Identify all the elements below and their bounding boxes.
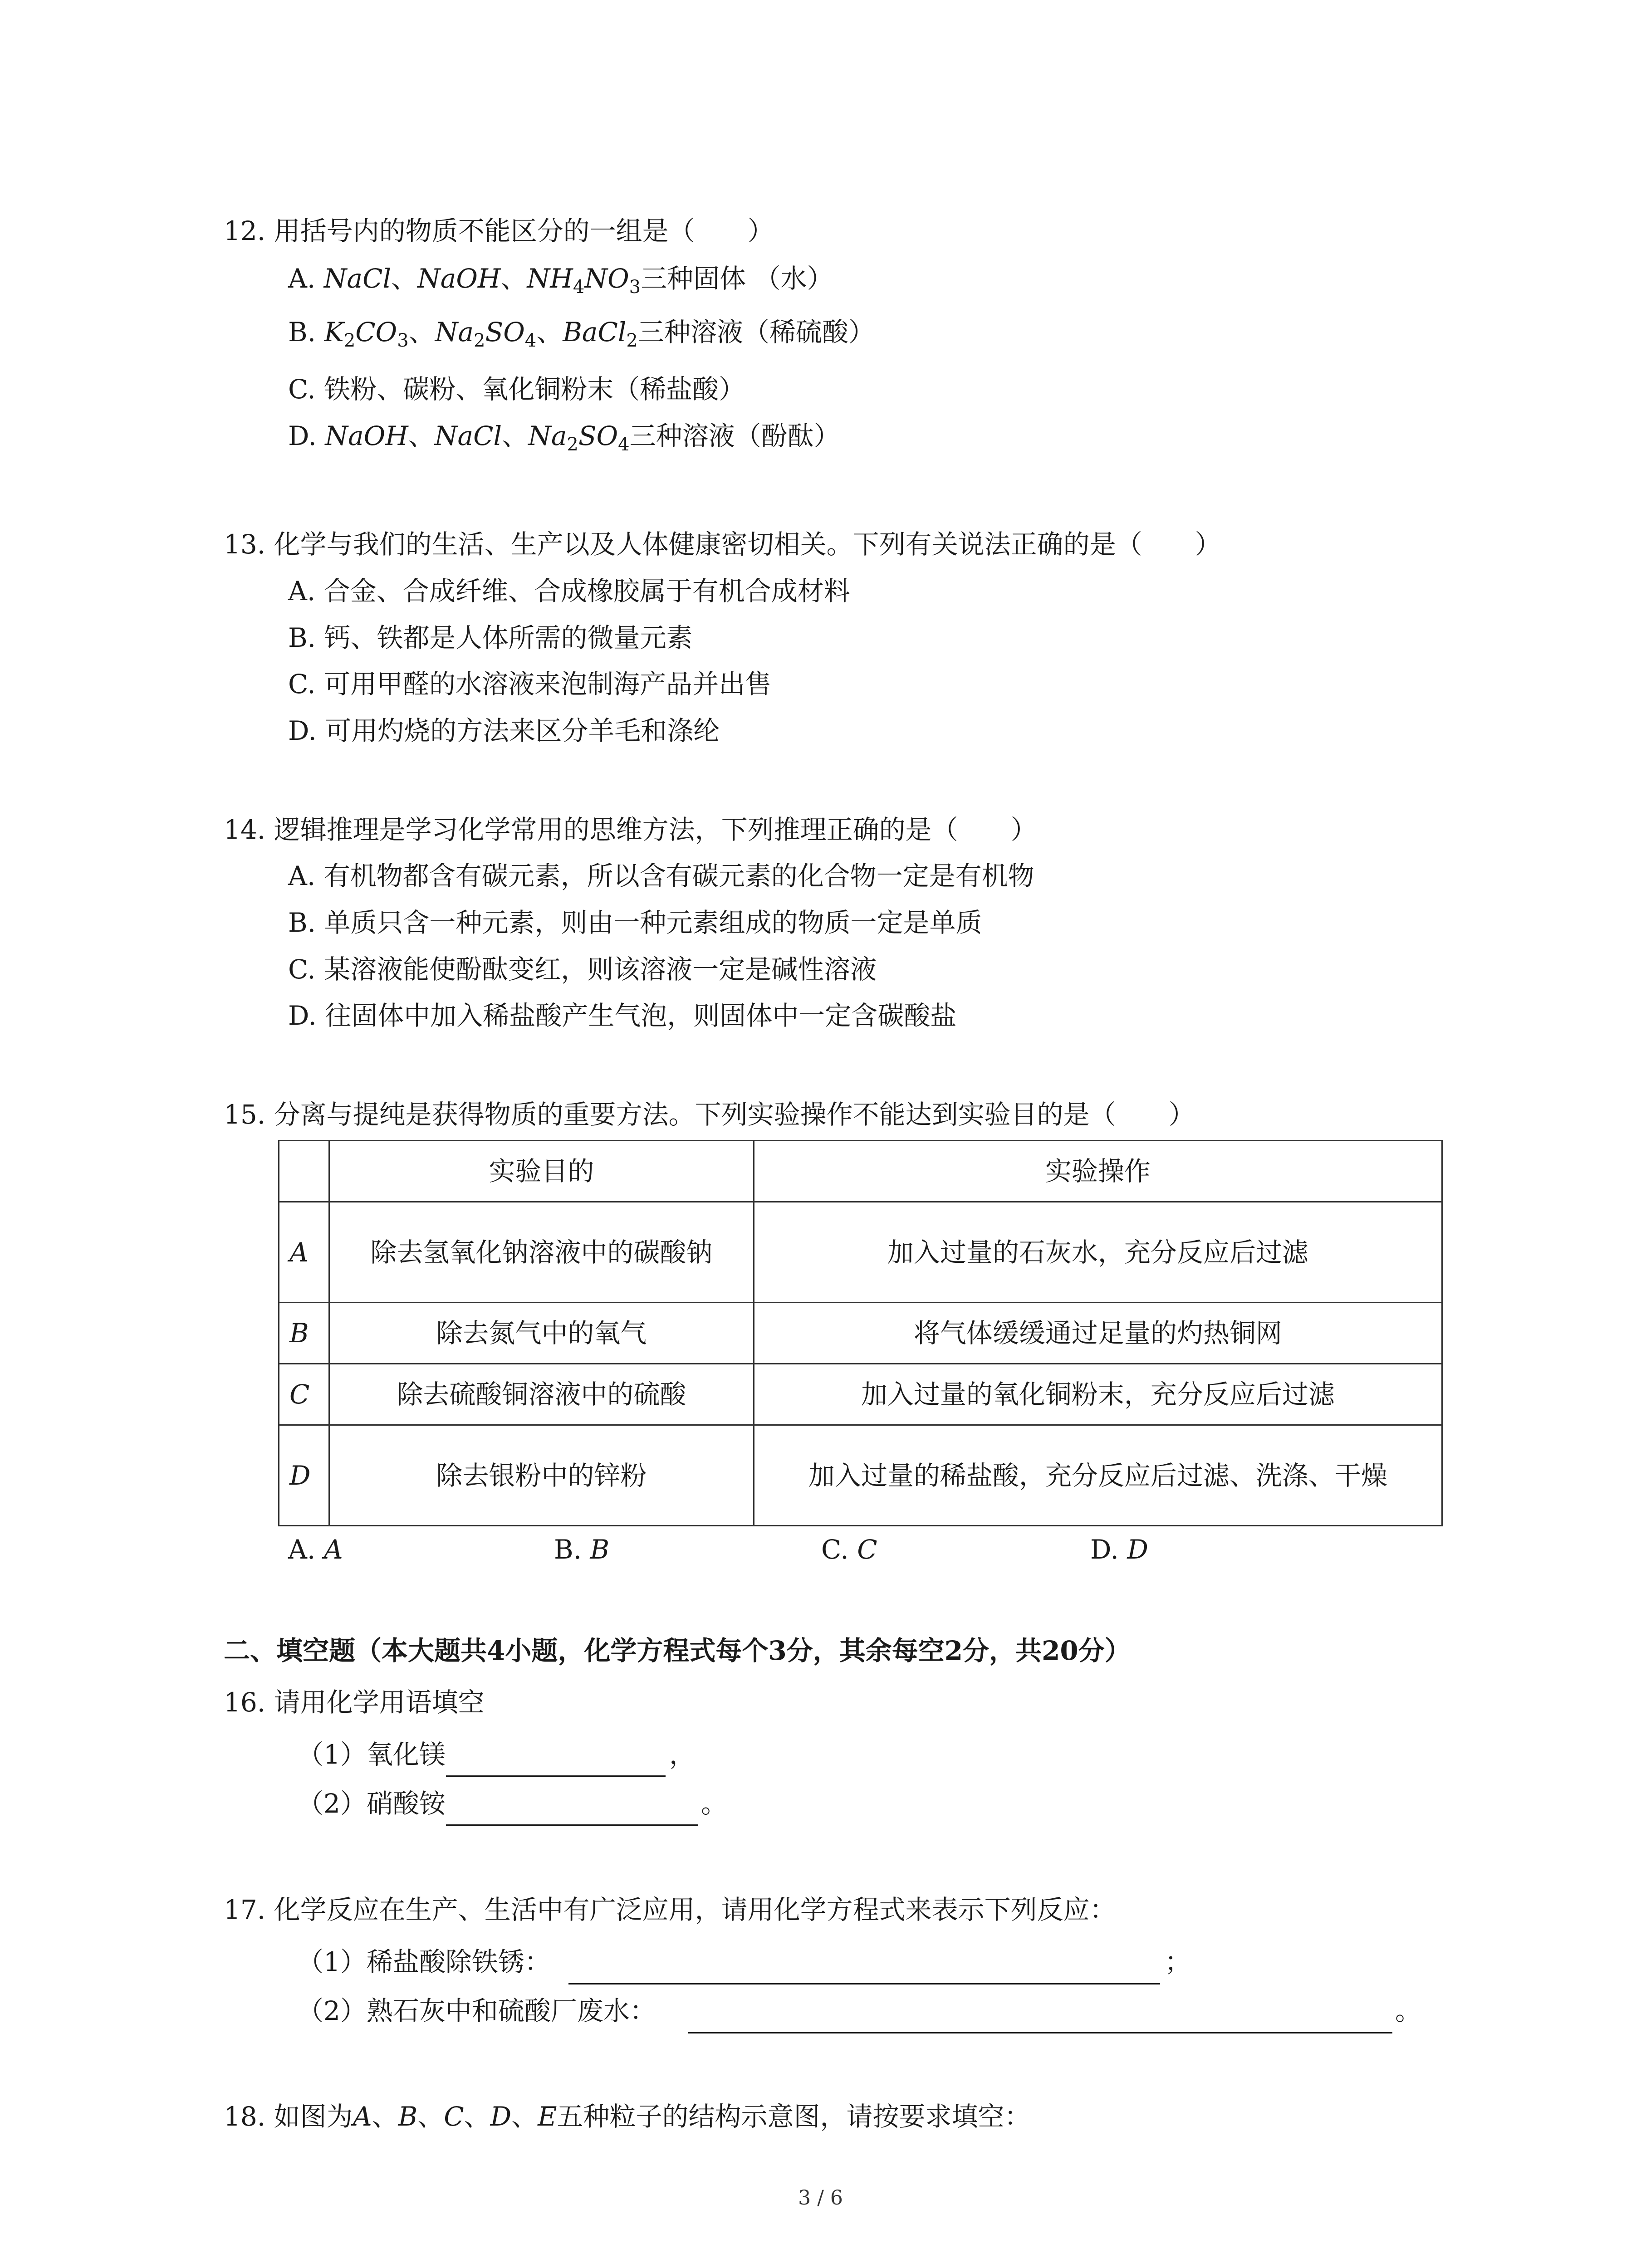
option-prefix: D. — [288, 420, 325, 451]
option-suffix: 三种固体 （水） — [641, 263, 833, 294]
separator: 、 — [464, 2101, 490, 2132]
question-15-choice-b — [554, 1533, 609, 1566]
row-operation: 加入过量的稀盐酸，充分反应后过滤、洗涤、干燥 — [754, 1425, 1442, 1526]
question-16-part-2: （2）硝酸铵 — [297, 1788, 446, 1819]
separator: 、 — [511, 2101, 538, 2132]
question-15-stem: 15. 分离与提纯是获得物质的重要方法。下列实验操作不能达到实验目的是（ ） — [224, 1099, 1195, 1130]
formula: NaCl — [323, 263, 392, 294]
row-purpose: 除去硫酸铜溶液中的硫酸 — [329, 1364, 754, 1425]
question-16-part-1-end: ， — [669, 1739, 696, 1770]
answer-blank-16-2[interactable] — [446, 1824, 698, 1826]
stem-prefix: 18. 如图为 — [224, 2101, 353, 2132]
table-header-purpose: 实验目的 — [329, 1141, 754, 1202]
row-purpose: 除去氢氧化钠溶液中的碳酸钠 — [329, 1202, 754, 1303]
formula: NaOH — [417, 263, 501, 294]
answer-blank-16-1[interactable] — [446, 1775, 666, 1777]
separator: 、 — [500, 263, 527, 294]
answer-blank-17-1[interactable] — [568, 1983, 1160, 1984]
row-operation: 加入过量的石灰水，充分反应后过滤 — [754, 1202, 1442, 1303]
question-16-stem: 16. 请用化学用语填空 — [224, 1687, 485, 1718]
formula: BaCl — [563, 317, 627, 347]
formula: NO — [584, 263, 629, 294]
question-13-option-c: C. 可用甲醛的水溶液来泡制海产品并出售 — [288, 669, 772, 699]
question-12-option-b — [288, 316, 875, 351]
formula: NH — [527, 263, 573, 294]
table-row — [279, 1425, 1442, 1526]
separator: 、 — [408, 317, 435, 347]
table-header-cell — [279, 1141, 329, 1202]
question-17-part-2-end: 。 — [1395, 1995, 1422, 2026]
question-15-choice-a — [288, 1533, 343, 1566]
separator: 、 — [502, 420, 529, 451]
row-operation: 加入过量的氧化铜粉末，充分反应后过滤 — [754, 1364, 1442, 1425]
choice-letter: D — [1127, 1534, 1148, 1565]
table-row — [279, 1364, 1442, 1425]
question-13-option-a: A. 合金、合成纤维、合成橡胶属于有机合成材料 — [288, 576, 850, 606]
answer-blank-17-2[interactable] — [688, 2032, 1392, 2033]
question-17-stem: 17. 化学反应在生产、生活中有广泛应用，请用化学方程式来表示下列反应： — [224, 1894, 1116, 1925]
option-suffix: 三种溶液（酚酞） — [629, 420, 840, 451]
separator: 、 — [417, 2101, 444, 2132]
subscript: 3 — [397, 330, 409, 351]
question-12-stem: 12. 用括号内的物质不能区分的一组是（ ） — [224, 215, 774, 246]
row-operation: 将气体缓缓通过足量的灼热铜网 — [754, 1303, 1442, 1364]
section-2-title: 二、填空题（本大题共4小题，化学方程式每个3分，其余每空2分，共20分） — [224, 1635, 1131, 1666]
question-14-stem: 14. 逻辑推理是学习化学常用的思维方法，下列推理正确的是（ ） — [224, 814, 1037, 845]
particle-label: E — [538, 2101, 557, 2132]
question-14-option-d: D. 往固体中加入稀盐酸产生气泡，则固体中一定含碳酸盐 — [288, 1000, 957, 1031]
formula: SO — [485, 317, 525, 347]
question-12-option-d — [288, 420, 840, 455]
question-12-option-a — [288, 262, 833, 298]
row-purpose: 除去氮气中的氧气 — [329, 1303, 754, 1364]
question-18-stem — [224, 2100, 1031, 2133]
formula: Na — [528, 420, 567, 451]
question-14-option-a: A. 有机物都含有碳元素，所以含有碳元素的化合物一定是有机物 — [288, 860, 1034, 891]
formula: CO — [355, 317, 397, 347]
particle-label: C — [444, 2101, 464, 2132]
question-16-part-2-end: 。 — [701, 1788, 728, 1819]
subscript: 4 — [618, 434, 630, 455]
row-label: B — [279, 1303, 329, 1364]
separator: 、 — [408, 420, 435, 451]
question-17-part-1-end: ； — [1165, 1946, 1191, 1977]
formula: NaCl — [434, 420, 502, 451]
subscript: 2 — [474, 330, 485, 351]
question-13-option-d: D. 可用灼烧的方法来区分羊毛和涤纶 — [288, 715, 720, 746]
option-prefix: B. — [288, 317, 324, 347]
formula: SO — [578, 420, 618, 451]
question-14-option-c: C. 某溶液能使酚酞变红，则该溶液一定是碱性溶液 — [288, 954, 877, 985]
choice-prefix: B. — [554, 1534, 590, 1565]
subscript: 4 — [573, 277, 585, 298]
separator: 、 — [536, 317, 563, 347]
formula: NaOH — [325, 420, 408, 451]
table-header-operation: 实验操作 — [754, 1141, 1442, 1202]
separator: 、 — [372, 2101, 398, 2132]
question-14-option-b: B. 单质只含一种元素，则由一种元素组成的物质一定是单质 — [288, 907, 982, 938]
row-label: D — [279, 1425, 329, 1526]
choice-letter: A — [323, 1534, 343, 1565]
question-17-part-1: （1）稀盐酸除铁锈： — [297, 1946, 551, 1977]
row-label: A — [279, 1202, 329, 1303]
particle-label: B — [398, 2101, 418, 2132]
option-suffix: 三种溶液（稀硫酸） — [637, 317, 875, 347]
row-purpose: 除去银粉中的锌粉 — [329, 1425, 754, 1526]
question-13-stem: 13. 化学与我们的生活、生产以及人体健康密切相关。下列有关说法正确的是（ ） — [224, 529, 1221, 560]
stem-suffix: 五种粒子的结构示意图，请按要求填空： — [557, 2101, 1031, 2132]
experiment-table — [278, 1140, 1443, 1526]
particle-label: A — [353, 2101, 372, 2132]
table-row — [279, 1202, 1442, 1303]
choice-letter: C — [857, 1534, 877, 1565]
subscript: 4 — [524, 330, 537, 351]
subscript: 2 — [343, 330, 356, 351]
formula: K — [324, 317, 344, 347]
particle-label: D — [490, 2101, 512, 2132]
choice-prefix: C. — [821, 1534, 857, 1565]
question-12-option-c: C. 铁粉、碳粉、氧化铜粉末（稀盐酸） — [288, 374, 745, 405]
choice-prefix: A. — [288, 1534, 324, 1565]
question-13-option-b: B. 钙、铁都是人体所需的微量元素 — [288, 622, 693, 653]
page-number: 3 / 6 — [798, 2186, 843, 2209]
subscript: 3 — [629, 277, 641, 298]
row-label: C — [279, 1364, 329, 1425]
option-prefix: A. — [288, 263, 324, 294]
subscript: 2 — [626, 330, 638, 351]
question-17-part-2: （2）熟石灰中和硫酸厂废水： — [297, 1995, 656, 2026]
table-row — [279, 1303, 1442, 1364]
choice-letter: B — [590, 1534, 610, 1565]
table-header-row — [279, 1141, 1442, 1202]
question-16-part-1: （1）氧化镁 — [297, 1739, 446, 1770]
choice-prefix: D. — [1090, 1534, 1127, 1565]
question-15-choice-c — [821, 1533, 877, 1566]
separator: 、 — [391, 263, 418, 294]
question-15-choice-d — [1090, 1533, 1148, 1566]
subscript: 2 — [567, 434, 578, 455]
formula: Na — [435, 317, 474, 347]
